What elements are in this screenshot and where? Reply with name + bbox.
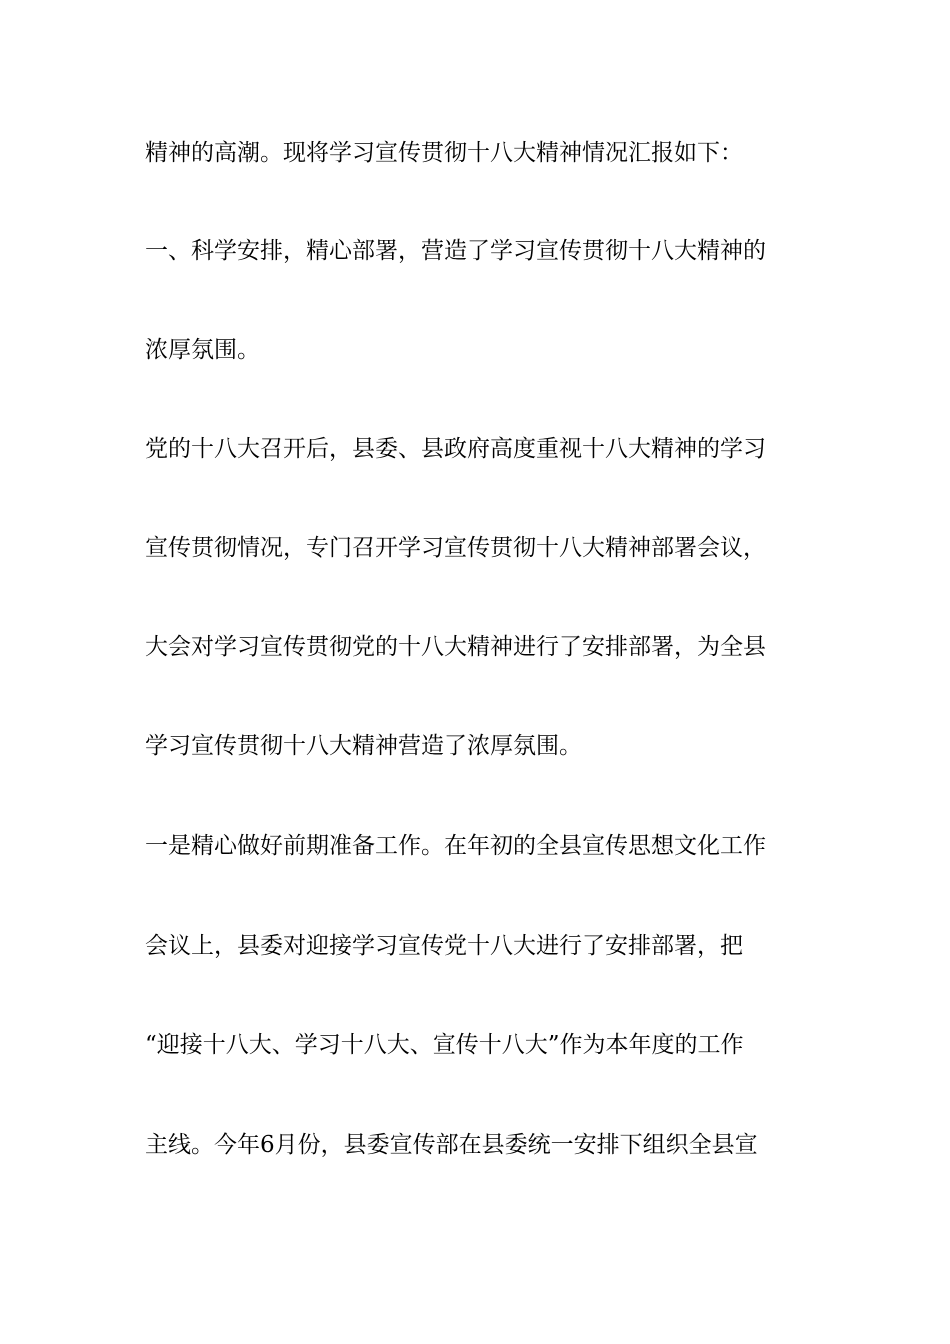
text-line-6: 大会对学习宣传贯彻党的十八大精神进行了安排部署，为全县 [145, 634, 766, 660]
text-line-4: 党的十八大召开后，县委、县政府高度重视十八大精神的学习 [145, 436, 766, 462]
text-line-2: 一、科学安排，精心部署，营造了学习宣传贯彻十八大精神的 [145, 238, 766, 264]
text-line-5: 宣传贯彻情况，专门召开学习宣传贯彻十八大精神部署会议， [145, 535, 766, 561]
text-line-7: 学习宣传贯彻十八大精神营造了浓厚氛围。 [145, 733, 582, 759]
text-line-10: “迎接十八大、学习十八大、宣传十八大”作为本年度的工作 [145, 1032, 744, 1058]
text-line-9: 会议上，县委对迎接学习宣传党十八大进行了安排部署，把 [145, 933, 743, 959]
text-line-3: 浓厚氛围。 [145, 337, 260, 363]
text-line-8: 一是精心做好前期准备工作。在年初的全县宣传思想文化工作 [145, 833, 766, 859]
text-line-11: 主线。今年6月份，县委宣传部在县委统一安排下组织全县宣 [145, 1132, 758, 1158]
text-line-1: 精神的高潮。现将学习宣传贯彻十八大精神情况汇报如下： [145, 140, 743, 166]
